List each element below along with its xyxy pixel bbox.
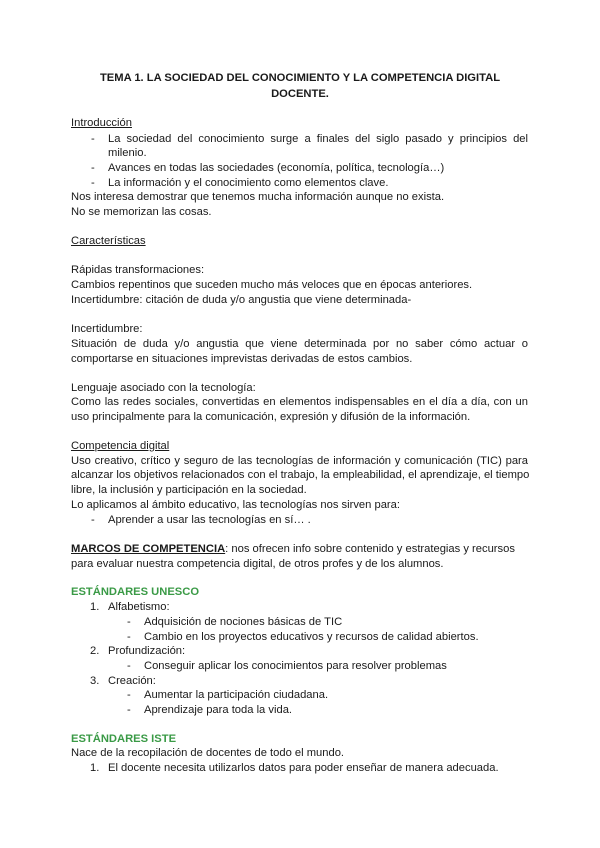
digital-heading: Competencia digital [71, 440, 170, 452]
iste-heading: ESTÁNDARES ISTE [71, 733, 177, 745]
title-line-2: DOCENTE. [271, 88, 329, 100]
uncertainty-line-1: Situación de duda y/o angustia que viene determinada por no saber cómo actuar o [71, 338, 528, 350]
marcos-line-2: para evaluar nuestra competencia digital, de otros profes y de los alumnos. [71, 558, 444, 570]
language-line-2: uso principalmente para la comunicación, expresión y difusión de la información. [71, 411, 471, 423]
digital-line-1: Uso creativo, crítico y seguro de las tecnologías de información y comunicación (TIC) para [71, 455, 528, 467]
digital-line-3: libre, la inclusión y participación en la sociedad. [71, 484, 307, 496]
rapid-title: Rápidas transformaciones: [71, 264, 205, 276]
language-title: Lenguaje asociado con la tecnología: [71, 382, 256, 394]
iste-line-1: Nace de la recopilación de docentes de todo el mundo. [71, 747, 345, 759]
uncertainty-line-2: comportarse en situaciones imprevistas derivadas de estos cambios. [71, 353, 413, 365]
marcos-line-1 [71, 542, 515, 556]
intro-bullet-2: Avances en todas las sociedades (economía, política, tecnología…) [108, 162, 445, 174]
features-heading: Características [71, 235, 146, 247]
unesco-item-label: Profundización: [108, 645, 186, 657]
title-line-1: TEMA 1. LA SOCIEDAD DEL CONOCIMIENTO Y LA COMPETENCIA DIGITAL [99, 72, 501, 84]
unesco-sub-item: Conseguir aplicar los conocimientos para resolver problemas [144, 660, 447, 672]
intro-line-2: No se memorizan las cosas. [71, 206, 212, 218]
rapid-line-1: Cambios repentinos que suceden mucho más veloces que en épocas anteriores. [71, 279, 473, 291]
digital-line-2: alcanzar los objetivos relacionados con el trabajo, la empleabilidad, el aprendizaje, el tiempo [71, 469, 530, 481]
language-line-1: Como las redes sociales, convertidas en elementos indispensables en el día a día, con un [71, 396, 528, 408]
bullet-dash: - [91, 177, 95, 189]
intro-bullet-3: La información y el conocimiento como elementos clave. [108, 177, 389, 189]
bullet-dash: - [91, 133, 95, 145]
unesco-item-number: 3. [90, 675, 100, 687]
bullet-dash: - [127, 616, 131, 628]
bullet-dash: - [127, 631, 131, 643]
intro-bullet-1-line-2: milenio. [108, 147, 147, 159]
intro-line-1: Nos interesa demostrar que tenemos mucha información aunque no exista. [71, 191, 445, 203]
uncertainty-title: Incertidumbre: [71, 323, 143, 335]
unesco-item-number: 1. [90, 601, 100, 613]
unesco-item-number: 2. [90, 645, 100, 657]
unesco-sub-item: Cambio en los proyectos educativos y recursos de calidad abiertos. [144, 631, 479, 643]
bullet-dash: - [91, 162, 95, 174]
marcos-label: MARCOS DE COMPETENCIA [71, 543, 226, 555]
intro-heading: Introducción [71, 117, 132, 129]
bullet-dash: - [127, 704, 131, 716]
bullet-dash: - [91, 514, 95, 526]
unesco-item-label: Creación: [108, 675, 156, 687]
marcos-rest: : nos ofrecen info sobre contenido y estrategias y recursos [225, 543, 515, 555]
digital-bullet: Aprender a usar las tecnologías en sí… . [108, 514, 311, 526]
unesco-item-label: Alfabetismo: [108, 601, 170, 613]
unesco-sub-item: Adquisición de nociones básicas de TIC [144, 616, 343, 628]
bullet-dash: - [127, 660, 131, 672]
rapid-line-2: Incertidumbre: citación de duda y/o angustia que viene determinada- [71, 294, 412, 306]
digital-line-4: Lo aplicamos al ámbito educativo, las tecnologías nos sirven para: [71, 499, 400, 511]
unesco-sub-item: Aprendizaje para toda la vida. [144, 704, 293, 716]
bullet-dash: - [127, 689, 131, 701]
unesco-heading: ESTÁNDARES UNESCO [71, 586, 200, 598]
iste-item-number: 1. [90, 762, 100, 774]
page-title [60, 70, 540, 102]
iste-item: El docente necesita utilizarlos datos para poder enseñar de manera adecuada. [108, 762, 499, 774]
unesco-sub-item: Aumentar la participación ciudadana. [144, 689, 329, 701]
intro-bullet-1-line-1: La sociedad del conocimiento surge a finales del siglo pasado y principios del [108, 133, 528, 145]
